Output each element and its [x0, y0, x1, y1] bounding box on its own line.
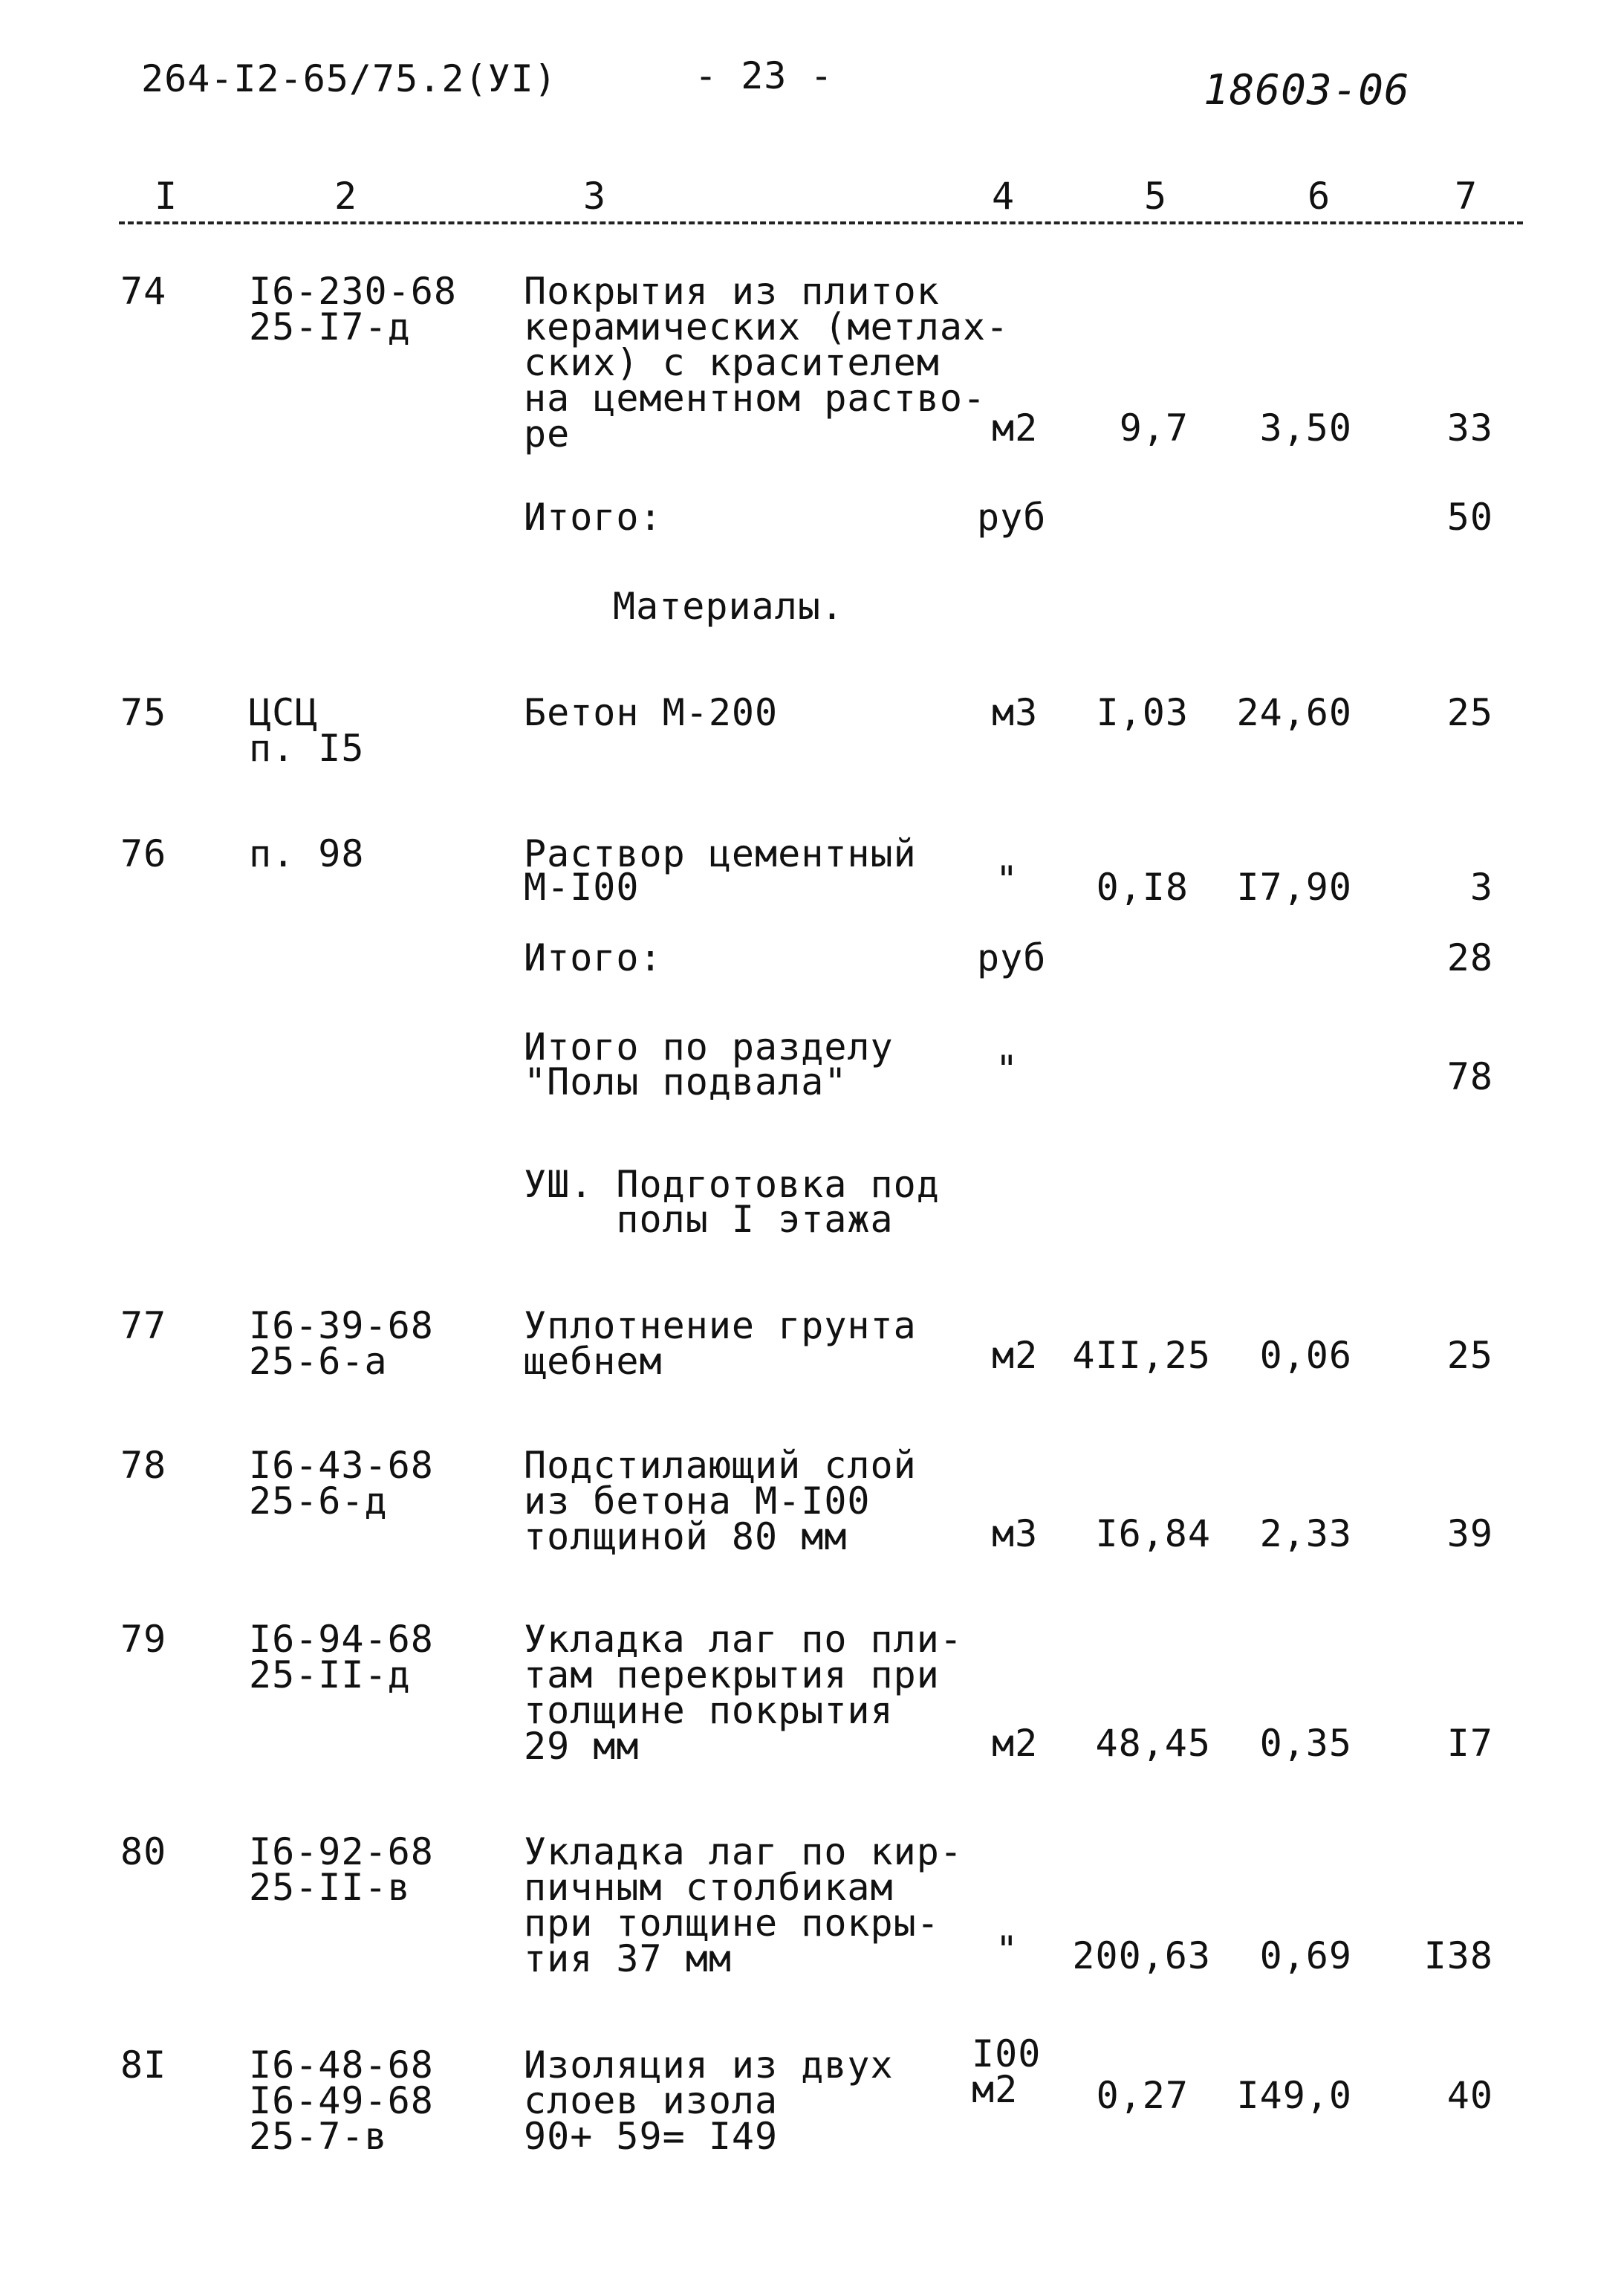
total: I7: [1446, 1722, 1493, 1765]
unit-price: 3,50: [1259, 406, 1352, 450]
unit: руб: [977, 936, 1047, 979]
unit-price: 0,69: [1259, 1934, 1352, 1977]
description: Укладка лаг по пли-: [524, 1618, 963, 1661]
unit: м3: [992, 691, 1039, 734]
description: ских) с красителем: [524, 341, 940, 384]
row-number: 80: [120, 1830, 167, 1873]
norm-code: I6-48-68: [249, 2043, 434, 2087]
description: 90+ 59= I49: [524, 2115, 779, 2158]
total: 78: [1446, 1055, 1493, 1098]
page-number: - 23 -: [695, 54, 834, 97]
norm-code: I6-49-68: [249, 2079, 434, 2122]
quantity: I,03: [1096, 691, 1189, 734]
description: Укладка лаг по кир-: [524, 1830, 963, 1873]
total: 50: [1446, 496, 1493, 539]
description: Раствор цементный: [524, 832, 917, 875]
norm-code: п. I5: [249, 727, 365, 770]
document-code: 264-I2-65/75.2(УI): [141, 57, 557, 100]
unit: м2: [992, 1334, 1039, 1377]
description: керамических (метлах-: [524, 305, 1010, 349]
description: тия 37 мм: [524, 1937, 732, 1980]
norm-code: 25-II-д: [249, 1653, 411, 1696]
description: толщиной 80 мм: [524, 1515, 848, 1558]
column-header-4: 4: [992, 175, 1016, 218]
unit: м3: [992, 1512, 1039, 1555]
section-heading: УШ. Подготовка под: [524, 1163, 940, 1206]
column-header-6: 6: [1308, 175, 1331, 218]
section-total-label: "Полы подвала": [524, 1060, 848, 1103]
total: 33: [1446, 406, 1493, 450]
norm-code: I6-94-68: [249, 1618, 434, 1661]
norm-code: I6-43-68: [249, 1444, 434, 1487]
description: Бетон М-200: [524, 691, 779, 734]
total: 28: [1446, 936, 1493, 979]
quantity: 200,63: [1072, 1934, 1211, 1977]
subtotal-label: Итого:: [524, 936, 663, 979]
norm-code: 25-II-в: [249, 1866, 411, 1909]
ditto-mark: ": [995, 1048, 1019, 1091]
total: 39: [1446, 1512, 1493, 1555]
description: из бетона М-I00: [524, 1479, 871, 1523]
unit: руб: [977, 496, 1047, 539]
column-header-3: 3: [583, 175, 607, 218]
unit: м2: [992, 1722, 1039, 1765]
description: толщине покрытия: [524, 1689, 894, 1732]
row-number: 8I: [120, 2043, 167, 2087]
header-divider: [119, 221, 1523, 224]
total: 25: [1446, 691, 1493, 734]
norm-code: 25-6-д: [249, 1479, 388, 1523]
unit: I00: [972, 2032, 1042, 2075]
row-number: 76: [120, 832, 167, 875]
norm-code: I6-39-68: [249, 1304, 434, 1347]
row-number: 74: [120, 270, 167, 313]
ditto-mark: ": [995, 858, 1019, 901]
description: на цементном раство-: [524, 377, 987, 420]
norm-code: I6-230-68: [249, 270, 457, 313]
quantity: 4II,25: [1072, 1334, 1211, 1377]
description: там перекрытия при: [524, 1653, 940, 1696]
total: 3: [1469, 866, 1493, 909]
norm-code: п. 98: [249, 832, 365, 875]
unit-price: I7,90: [1236, 866, 1352, 909]
row-number: 77: [120, 1304, 167, 1347]
total: 40: [1446, 2074, 1493, 2117]
norm-code: ЦСЦ: [249, 691, 319, 734]
subtotal-label: Итого:: [524, 496, 663, 539]
section-heading: полы I этажа: [524, 1198, 894, 1241]
ditto-mark: ": [995, 1928, 1019, 1971]
total: I38: [1423, 1934, 1493, 1977]
description: щебнем: [524, 1340, 663, 1383]
norm-code: 25-I7-д: [249, 305, 411, 349]
quantity: 0,27: [1096, 2074, 1189, 2117]
stamp-number: 18603-06: [1204, 66, 1410, 114]
quantity: 9,7: [1119, 406, 1189, 450]
unit-price: 24,60: [1236, 691, 1352, 734]
norm-code: 25-6-а: [249, 1340, 388, 1383]
unit-price: 0,35: [1259, 1722, 1352, 1765]
description: слоев изола: [524, 2079, 779, 2122]
row-number: 78: [120, 1444, 167, 1487]
section-heading: Материалы.: [613, 585, 845, 628]
norm-code: I6-92-68: [249, 1830, 434, 1873]
quantity: 48,45: [1095, 1722, 1211, 1765]
description: Уплотнение грунта: [524, 1304, 917, 1347]
description: при толщине покры-: [524, 1902, 940, 1945]
column-header-2: 2: [334, 175, 358, 218]
quantity: I6,84: [1095, 1512, 1211, 1555]
column-header-7: 7: [1455, 175, 1478, 218]
description: ре: [524, 412, 571, 456]
column-header-5: 5: [1144, 175, 1168, 218]
description: Подстилающий слой: [524, 1444, 917, 1487]
description: Изоляция из двух: [524, 2043, 894, 2087]
row-number: 75: [120, 691, 167, 734]
column-header-1: I: [155, 175, 178, 218]
norm-code: 25-7-в: [249, 2115, 388, 2158]
total: 25: [1446, 1334, 1493, 1377]
section-total-label: Итого по разделу: [524, 1025, 894, 1069]
unit-price: 2,33: [1259, 1512, 1352, 1555]
unit: м2: [972, 2068, 1019, 2111]
unit-price: I49,0: [1236, 2074, 1352, 2117]
unit-price: 0,06: [1259, 1334, 1352, 1377]
description: пичным столбикам: [524, 1866, 894, 1909]
row-number: 79: [120, 1618, 167, 1661]
unit: м2: [992, 406, 1039, 450]
quantity: 0,I8: [1096, 866, 1189, 909]
description: Покрытия из плиток: [524, 270, 940, 313]
description: М-I00: [524, 866, 640, 909]
description: 29 мм: [524, 1725, 640, 1768]
